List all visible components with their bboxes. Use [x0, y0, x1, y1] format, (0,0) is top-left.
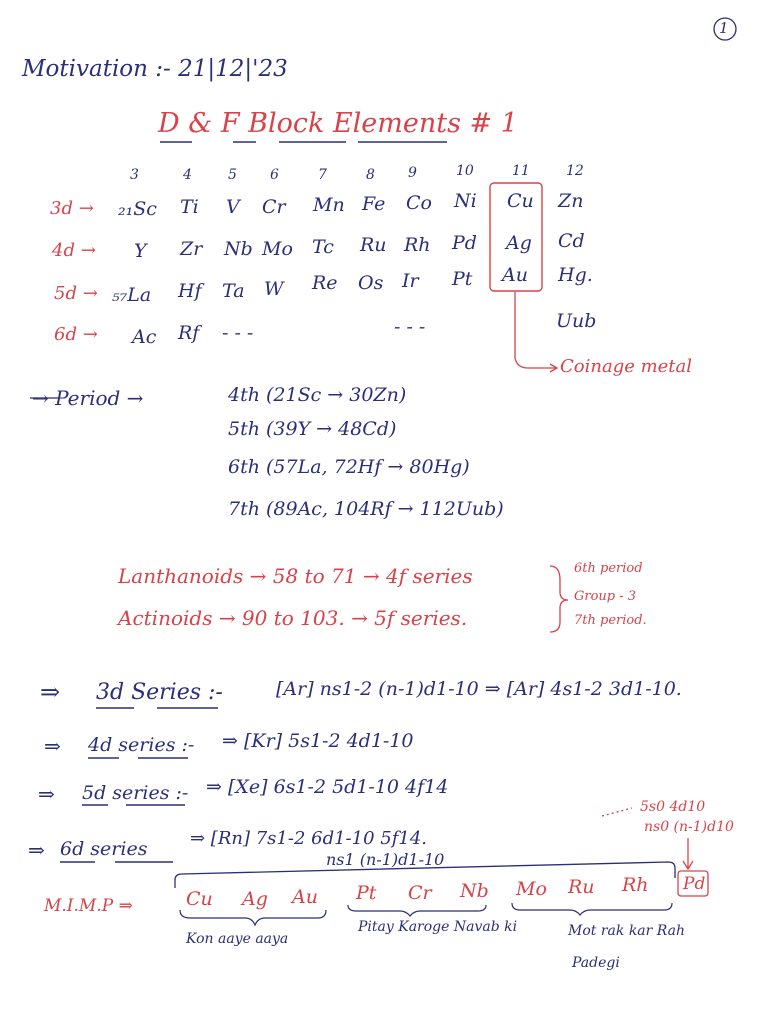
- exception-element: Cr: [408, 882, 432, 904]
- exception-element: Pt: [356, 882, 377, 904]
- period-line: 6th (57La, 72Hf → 80Hg): [228, 456, 470, 478]
- element-cell: Mo: [262, 238, 293, 260]
- element-cell: Rf: [178, 322, 200, 344]
- exception-element: Cu: [186, 888, 213, 910]
- exception-element: Ag: [242, 888, 268, 910]
- series-4d-config: ⇒ [Kr] 5s1-2 4d1-10: [222, 730, 414, 752]
- series-6d-name: 6d series: [60, 838, 148, 860]
- element-cell: Pd: [452, 232, 477, 254]
- exception-element: Ru: [568, 876, 595, 898]
- element-cell: Ni: [454, 190, 477, 212]
- group-number: 7: [318, 167, 327, 183]
- element-cell: Rh: [404, 234, 431, 256]
- dash-gap: - - -: [394, 316, 426, 338]
- element-cell: Hf: [178, 280, 202, 302]
- series-arrow: ⇒: [38, 782, 55, 806]
- series-arrow: ⇒: [28, 838, 45, 862]
- series-5d-name: 5d series :-: [82, 782, 189, 804]
- row-label-4d: 4d →: [52, 240, 96, 261]
- page-title: D & F Block Elements # 1: [158, 108, 518, 139]
- uub-cell: Uub: [556, 310, 597, 332]
- element-cell: Zn: [558, 190, 584, 212]
- element-cell: Cu: [507, 190, 534, 212]
- coinage-arrow: [515, 292, 556, 368]
- element-cell: Tc: [312, 236, 334, 258]
- sixth-period-note: 6th period: [574, 561, 643, 576]
- mnemonic-line: Mot rak kar Rah: [568, 923, 686, 939]
- element-cell: Ac: [132, 326, 157, 348]
- period-line: 7th (89Ac, 104Rf → 112Uub): [228, 498, 504, 520]
- element-cell: V: [226, 196, 240, 218]
- element-cell: Co: [406, 192, 432, 214]
- row-label-5d: 5d →: [54, 283, 98, 304]
- element-cell: W: [264, 278, 284, 300]
- element-cell: Pt: [452, 268, 473, 290]
- seventh-period-note: 7th period.: [574, 613, 647, 628]
- element-cell: Ag: [506, 232, 532, 254]
- group-number: 5: [228, 167, 237, 183]
- exception-element: Nb: [460, 880, 489, 902]
- group-number: 11: [512, 163, 530, 179]
- coinage-note: Coinage metal: [560, 356, 693, 377]
- actinoids-line: Actinoids → 90 to 103. → 5f series.: [118, 606, 468, 630]
- page-header: Motivation :- 21|12|'23: [22, 56, 288, 82]
- element-cell: Ta: [222, 280, 245, 302]
- exception-element: Pd: [683, 874, 706, 894]
- mimp-label: M.I.M.P ⇒: [44, 896, 133, 916]
- general-config: ns1 (n-1)d1-10: [326, 850, 445, 869]
- exception-element: Au: [292, 886, 318, 908]
- element-cell: Cr: [262, 196, 286, 218]
- element-cell: Mn: [313, 194, 345, 216]
- pd-general-note: ns0 (n-1)d10: [644, 819, 734, 835]
- row-label-3d: 3d →: [50, 198, 94, 219]
- element-cell: Y: [134, 240, 147, 262]
- period-intro: → Period →: [32, 386, 144, 410]
- mnemonic-line: Padegi: [572, 955, 620, 971]
- pd-config-note: 5s0 4d10: [640, 799, 706, 815]
- element-cell: Au: [502, 264, 528, 286]
- mnemonic-line: Pitay Karoge Navab ki: [358, 919, 518, 935]
- group-number: 6: [270, 167, 279, 183]
- dash-gap: - - -: [222, 322, 254, 344]
- element-cell: Ti: [180, 196, 199, 218]
- series-6d-config: ⇒ [Rn] 7s1-2 6d1-10 5f14.: [190, 828, 427, 849]
- element-cell: Ru: [360, 234, 387, 256]
- exception-element: Mo: [516, 878, 547, 900]
- series-5d-config: ⇒ [Xe] 6s1-2 5d1-10 4f14: [206, 776, 449, 798]
- group-number: 8: [366, 167, 375, 183]
- element-cell: Ir: [402, 270, 419, 292]
- series-arrow: ⇒: [40, 678, 61, 706]
- group-number: 9: [408, 165, 417, 181]
- group-number: 12: [566, 163, 584, 179]
- element-cell: Hg.: [558, 264, 593, 286]
- series-arrow: ⇒: [44, 734, 61, 758]
- element-cell: Os: [358, 272, 384, 294]
- element-cell: ₅₇La: [112, 284, 152, 306]
- mnemonic-line: Kon aaye aaya: [186, 931, 289, 947]
- series-4d-name: 4d series :-: [88, 734, 195, 756]
- element-cell: Cd: [558, 230, 585, 252]
- group-number: 3: [130, 167, 139, 183]
- group-number: 4: [183, 167, 192, 183]
- series-3d-name: 3d Series :-: [96, 680, 223, 705]
- row-label-6d: 6d →: [54, 324, 98, 345]
- group-number: 10: [456, 163, 474, 179]
- element-cell: Zr: [180, 238, 203, 260]
- element-cell: ₂₁Sc: [118, 198, 157, 220]
- element-cell: Fe: [362, 193, 386, 215]
- element-cell: Nb: [224, 238, 253, 260]
- fblock-brace: [550, 566, 568, 632]
- element-cell: Re: [312, 272, 338, 294]
- page-number: 1: [719, 19, 729, 37]
- lanthanoids-line: Lanthanoids → 58 to 71 → 4f series: [118, 564, 473, 588]
- period-line: 5th (39Y → 48Cd): [228, 418, 397, 440]
- period-line: 4th (21Sc → 30Zn): [228, 384, 407, 406]
- group-3-note: Group - 3: [574, 589, 637, 604]
- exception-element: Rh: [622, 874, 649, 896]
- series-3d-config: [Ar] ns1-2 (n-1)d1-10 ⇒ [Ar] 4s1-2 3d1-10.: [276, 678, 682, 700]
